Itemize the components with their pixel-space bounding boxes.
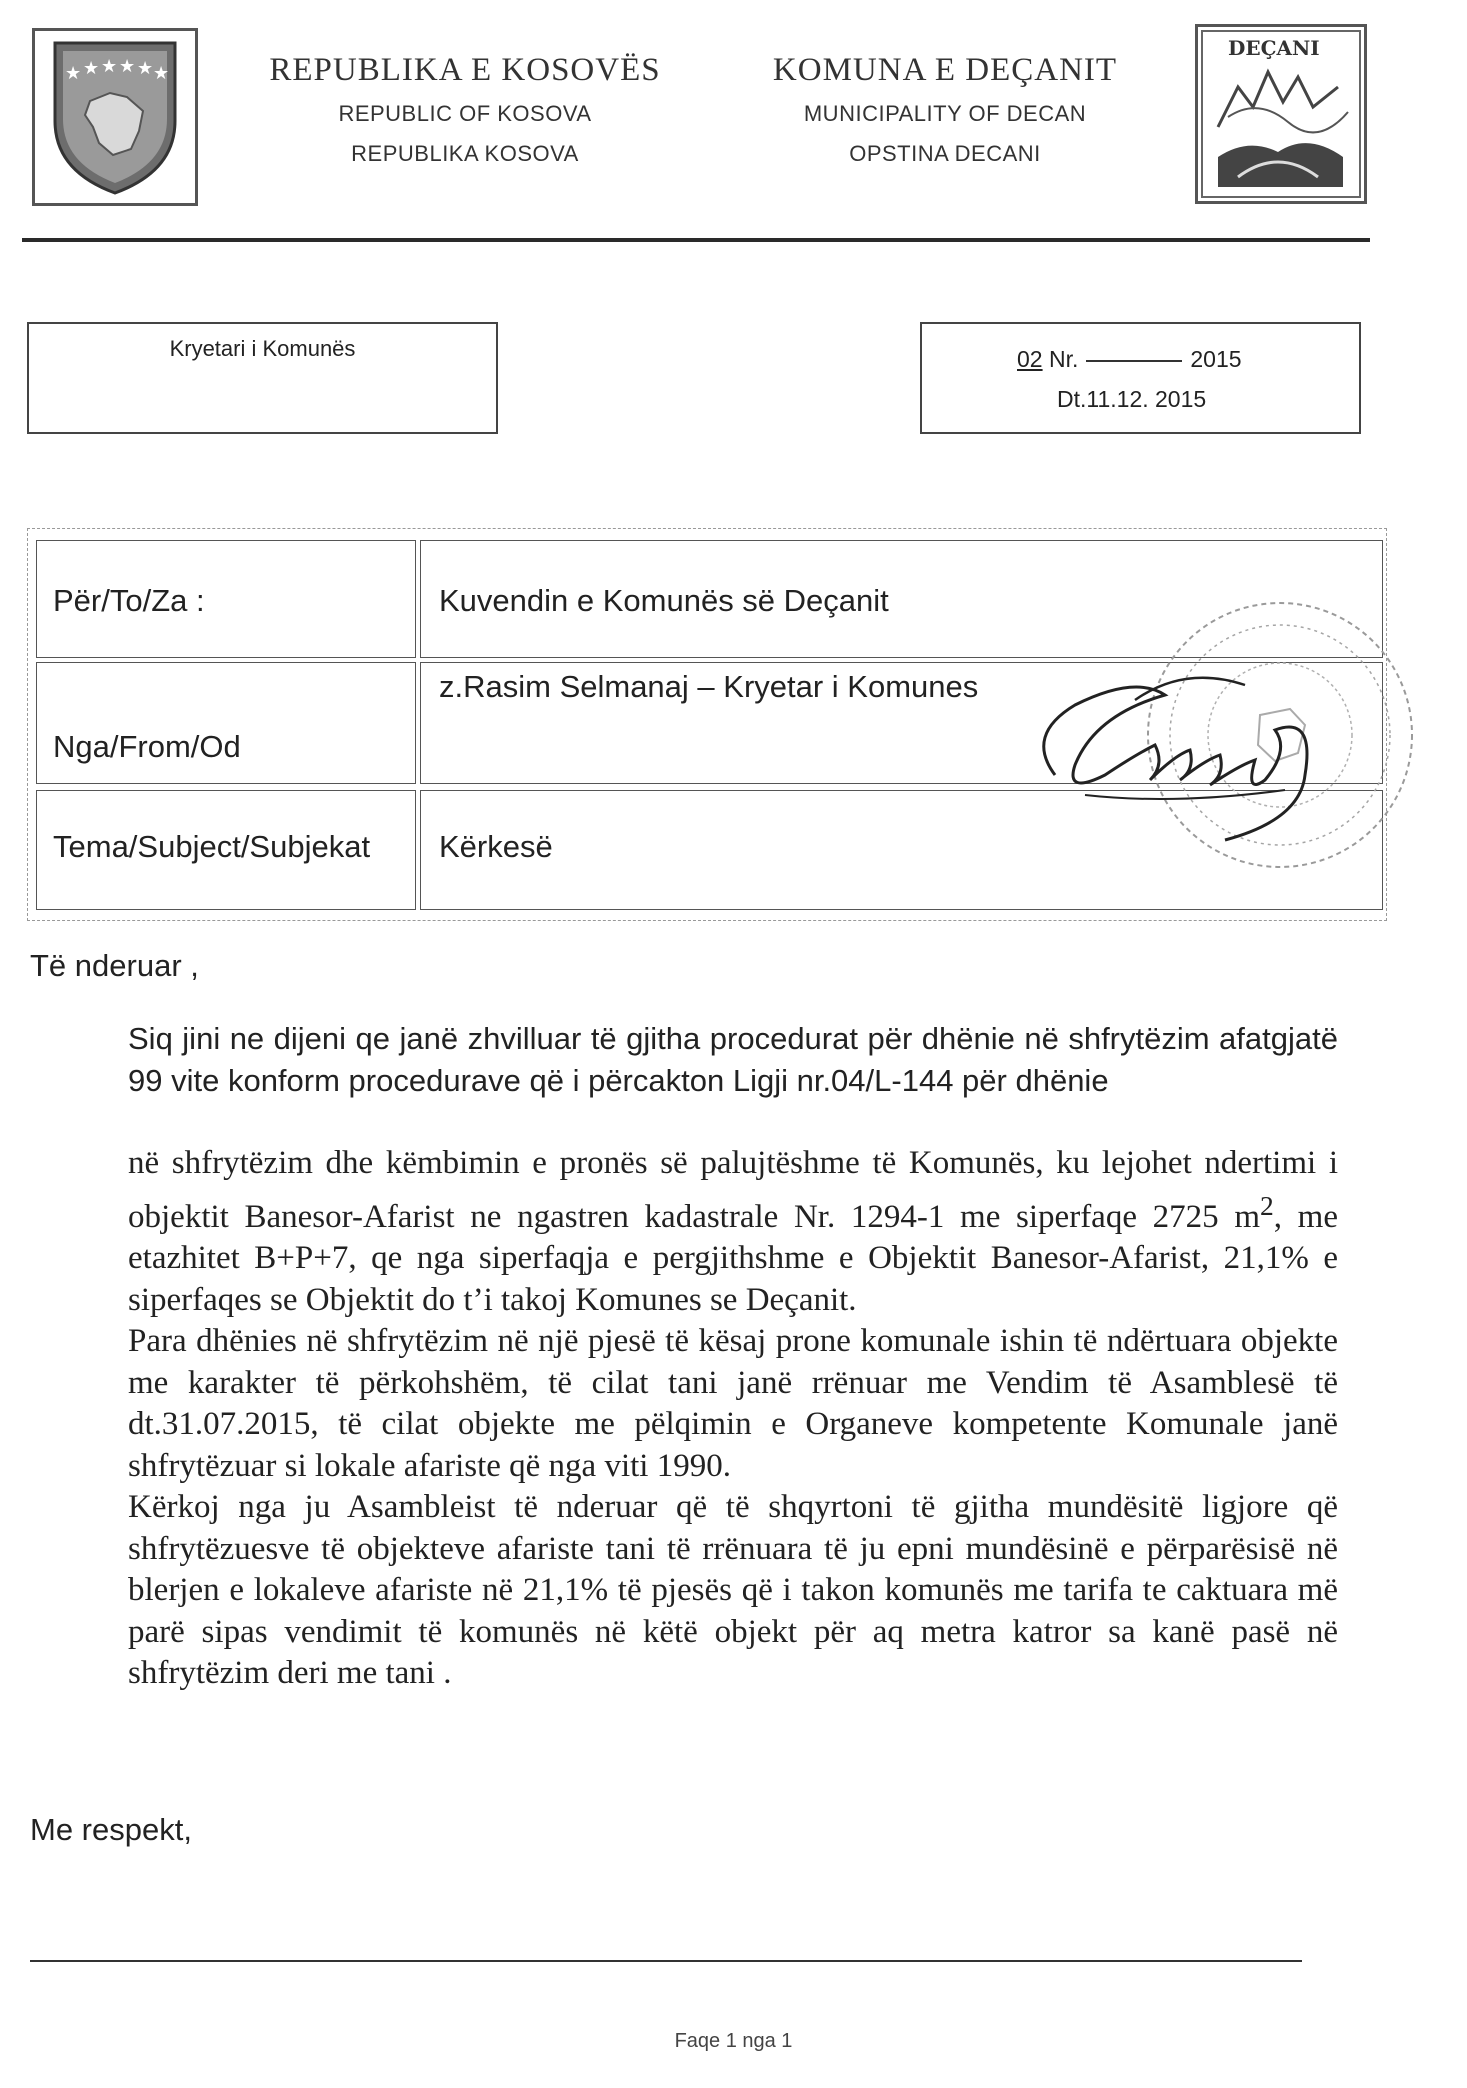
- municipality-name-albanian: KOMUNA E DEÇANIT: [772, 52, 1118, 88]
- reference-date: Dt.11.12. 2015: [1057, 386, 1207, 412]
- to-value: Kuvendin e Komunës së Deçanit: [439, 583, 889, 618]
- subject-value: Kërkesë: [439, 829, 553, 864]
- subject-label-cell: [36, 790, 416, 910]
- paragraph-1-intro-text: Siq jini ne dijeni qe janë zhvilluar të gjitha procedurat për dhënie në shfrytëzim afatgjatë 99 vite konform procedurave që i përcakton Ligji nr.04/L-144 për dhënie: [128, 1021, 1338, 1098]
- reference-year: 2015: [1190, 346, 1242, 372]
- municipality-name-serbian: OPSTINA DECANI: [849, 141, 1041, 166]
- svg-text:★: ★: [65, 63, 82, 84]
- to-label-cell: [36, 540, 416, 658]
- from-value: z.Rasim Selmanaj – Kryetar i Komunes: [439, 669, 979, 704]
- reference-prefix: 02: [1017, 346, 1043, 372]
- svg-text:★: ★: [83, 58, 100, 79]
- header-municipality: [735, 52, 1155, 167]
- reference-nr-label: Nr.: [1048, 346, 1079, 372]
- decani-municipality-logo: [1195, 24, 1367, 204]
- from-label: Nga/From/Od: [53, 729, 241, 764]
- header-divider: [22, 238, 1370, 242]
- reference-number-blank: [1086, 359, 1182, 362]
- municipality-name-english: MUNICIPALITY OF DECAN: [803, 101, 1087, 126]
- reference-box: [920, 322, 1361, 434]
- paragraph-1: [128, 1143, 1338, 1695]
- paragraph-1-text-end: , me etazhitet B+P+7, qe nga siperfaqja e pergjithshme e Objektit Banesor-Afarist, 21,1% e siperfaqes se Objektit do t’i takoj Komunes se Deçanit.: [128, 1198, 1338, 1318]
- to-label: Për/To/Za :: [53, 583, 205, 618]
- header-state: [225, 52, 705, 167]
- paragraph-1-intro: [128, 1018, 1338, 1101]
- svg-text:★: ★: [101, 56, 118, 77]
- closing: Me respekt,: [30, 1812, 192, 1847]
- salutation: Të nderuar ,: [30, 948, 199, 983]
- signature: [1015, 655, 1345, 855]
- state-name-serbian: REPUBLIKA KOSOVA: [351, 141, 579, 166]
- svg-text:★: ★: [137, 58, 154, 79]
- area-unit-superscript: 2: [1260, 1189, 1274, 1221]
- decani-logo-text: DEÇANI: [1228, 36, 1320, 60]
- svg-text:★: ★: [153, 63, 170, 84]
- paragraph-1-text: në shfrytëzim dhe këmbimin e pronës së palujtëshme të Komunës, ku lejohet ndertimi i objektit Banesor-Afarist ne ngastren kadastrale Nr. 1294-1 me siperfaqe 2725 m: [128, 1145, 1338, 1235]
- office-label: Kryetari i Komunës: [169, 336, 356, 361]
- subject-label: Tema/Subject/Subjekat: [53, 829, 371, 864]
- kosovo-emblem-logo: [32, 28, 198, 206]
- page-number: Faqe 1 nga 1: [674, 2030, 793, 2052]
- office-box: [27, 322, 498, 434]
- state-name-albanian: REPUBLIKA E KOSOVËS: [269, 52, 661, 88]
- paragraph-2: Para dhënies në shfrytëzim në një pjesë të kësaj prone komunale ishin të ndërtuara objekte me karakter të përkohshëm, të cilat tani janë rrënuar me Vendim të Asamblesë të dt.31.07.2015, të cilat objekte me pëlqimin e Organeve kompetente Komunale janë shfrytëzuar si lokale afariste që nga viti 1990.: [128, 1323, 1338, 1484]
- state-name-english: REPUBLIC OF KOSOVA: [338, 101, 592, 126]
- paragraph-3: Kërkoj nga ju Asambleist të nderuar që të shqyrtoni të gjitha mundësitë ligjore që shfrytëzuesve të objekteve afariste tani të rrënuara të ju epni mundësinë e përparësisë në blerjen e lokaleve afariste në 21,1% të pjesës që i takon komunës me tarifa te caktuara më parë sipas vendimit të komunës në këtë objekt për aq metra katror sa kanë pasë në shfrytëzim deri me tani .: [128, 1489, 1338, 1691]
- from-label-cell: [36, 662, 416, 784]
- svg-text:★: ★: [119, 56, 136, 77]
- footer-divider: [30, 1960, 1302, 1962]
